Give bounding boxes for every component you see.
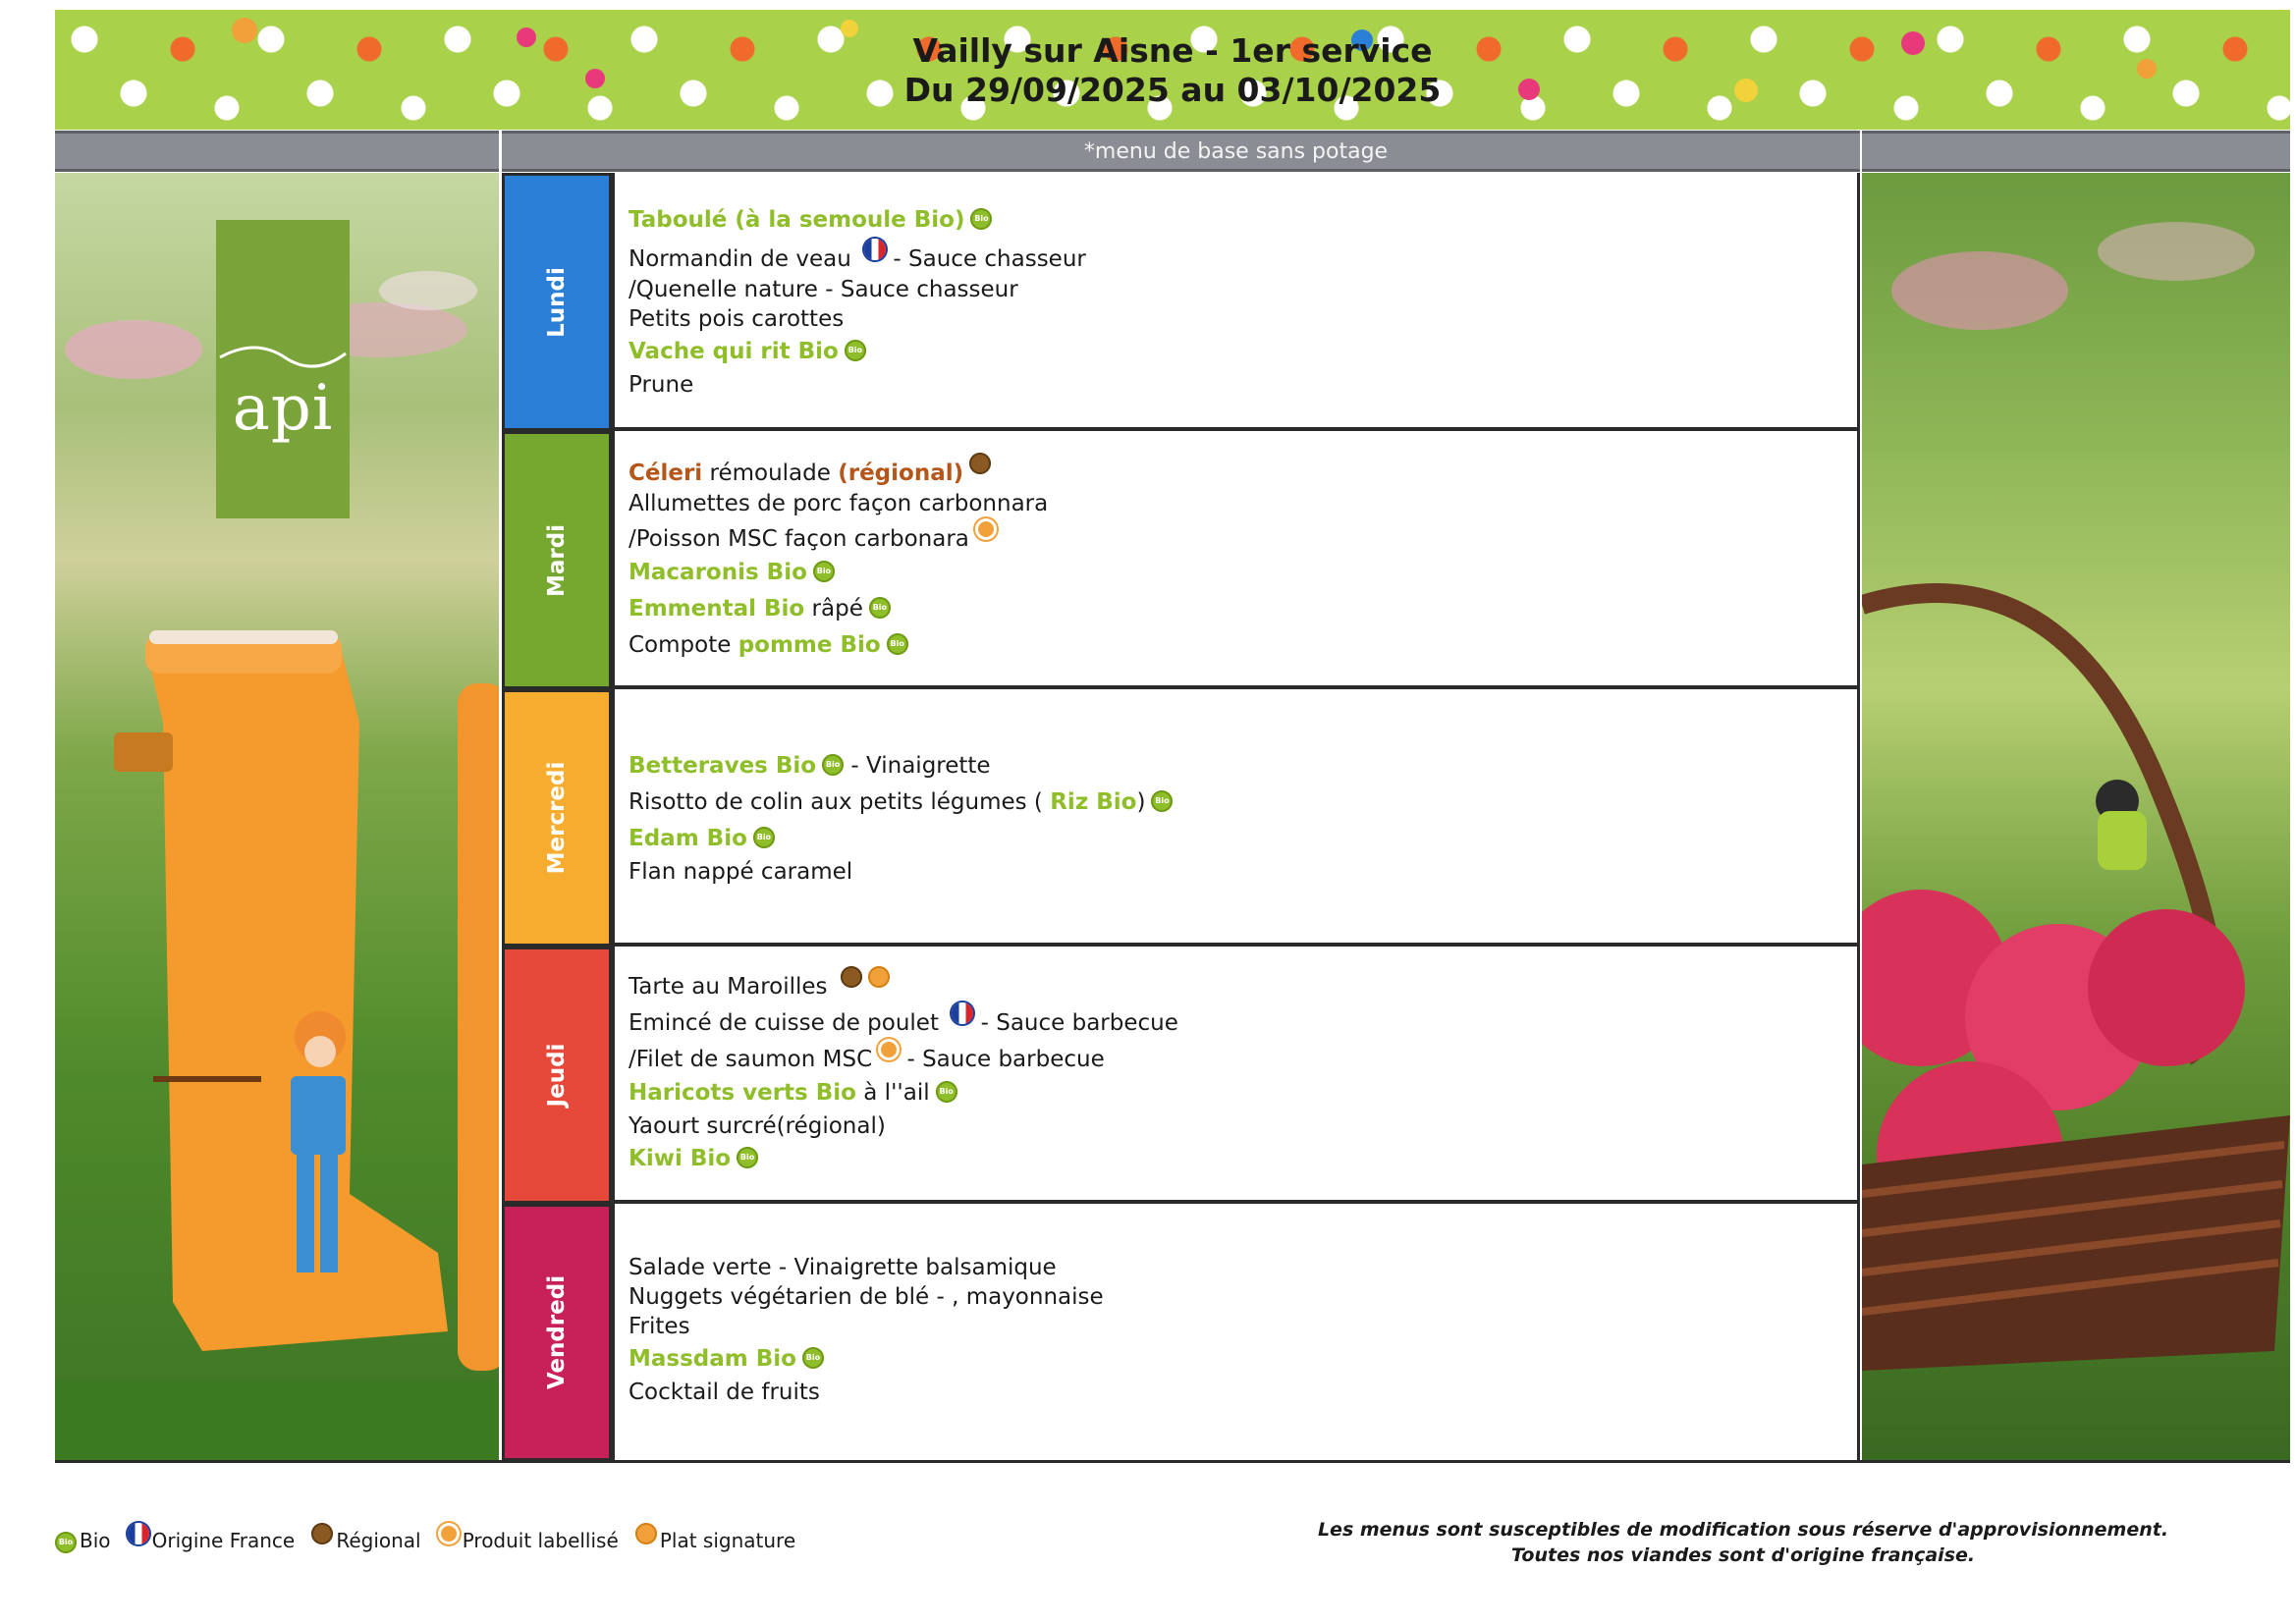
bio-icon: Bio <box>753 827 775 848</box>
menu-item-text: ) <box>1136 789 1146 815</box>
menu-item <box>629 1341 1104 1378</box>
footnote <box>1277 1517 2210 1568</box>
day-label: Mercredi <box>544 761 570 875</box>
grey-bar-menu <box>612 131 1860 172</box>
day-lundi <box>502 173 612 431</box>
menu-item <box>629 370 1086 400</box>
menu-item-text: Prune <box>629 372 694 398</box>
bio-icon: Bio <box>813 561 835 582</box>
menu-item-text: rémoulade <box>702 460 839 486</box>
menu-item-text: pomme Bio <box>738 632 881 658</box>
day-jeudi <box>502 947 612 1204</box>
menu-item-text: Frites <box>629 1314 690 1339</box>
menu-item <box>629 202 1086 239</box>
menu-lines <box>629 453 1048 664</box>
day-vendredi <box>502 1204 612 1461</box>
menu-item <box>629 821 1173 857</box>
menu-item-text: /Quenelle nature - Sauce chasseur <box>629 277 1018 302</box>
menu-item <box>629 785 1173 821</box>
menu-item <box>629 304 1086 334</box>
bio-icon: Bio <box>970 208 992 230</box>
menu-item-text: Taboulé (à la semoule Bio) <box>629 207 965 233</box>
menu-item-text: Massdam Bio <box>629 1346 796 1372</box>
menu-lines <box>629 202 1086 400</box>
menu-lines <box>629 1253 1104 1407</box>
right-photo-panel <box>1862 173 2290 1461</box>
signature-icon <box>635 1523 657 1544</box>
menu-item <box>629 966 1178 1002</box>
bio-icon: Bio <box>822 754 844 776</box>
menu-item <box>629 1312 1104 1341</box>
menu-item <box>629 453 1048 489</box>
menu-item-suffix: - Sauce barbecue <box>900 1047 1105 1072</box>
legend-france: Origine France <box>128 1523 296 1552</box>
menu-item <box>629 1111 1178 1141</box>
menu-item-text: Salade verte - Vinaigrette balsamique <box>629 1255 1057 1280</box>
menu-item <box>629 518 1048 555</box>
menu-item-text: Kiwi Bio <box>629 1146 732 1171</box>
day-mercredi <box>502 689 612 947</box>
menu-item <box>629 748 1173 785</box>
menu-item <box>629 1282 1104 1312</box>
table-bottom-border <box>55 1460 2290 1463</box>
menu-item-text: Compote <box>629 632 738 658</box>
legend-bio: Bio Bio <box>55 1529 111 1553</box>
menu-item-text: Vache qui rit Bio <box>629 339 839 364</box>
day-label: Lundi <box>544 266 570 338</box>
menu-item <box>629 334 1086 370</box>
menu-item <box>629 627 1048 664</box>
menu-item <box>629 1378 1104 1407</box>
legend-label: Produit labellisé <box>438 1523 619 1552</box>
menu-item-text: Risotto de colin aux petits légumes ( <box>629 789 1051 815</box>
menu-item-suffix: - Vinaigrette <box>844 753 991 779</box>
menu-item-text: Macaronis Bio <box>629 560 807 585</box>
left-photo-panel <box>55 173 499 1461</box>
menu-item <box>629 1253 1104 1282</box>
regional-icon <box>841 966 862 988</box>
title-line-2: Du 29/09/2025 au 03/10/2025 <box>903 71 1442 109</box>
menu-item-text: Emmental Bio <box>629 596 805 622</box>
menu-item-text: Céleri <box>629 460 703 486</box>
menu-item <box>629 1075 1178 1111</box>
france-flag-icon <box>128 1523 149 1544</box>
menu-item <box>629 1002 1178 1039</box>
bio-icon: Bio <box>1151 790 1173 812</box>
grey-bar-days <box>502 131 612 172</box>
menu-item-text: Riz Bio <box>1050 789 1137 815</box>
menu-cell-vendredi <box>615 1204 1857 1461</box>
menu-item-text: /Filet de saumon MSC <box>629 1047 873 1072</box>
menu-item-text: Tarte au Maroilles <box>629 974 835 1000</box>
menu-item-text: Emincé de cuisse de poulet <box>629 1010 947 1036</box>
menu-item-text: /Poisson MSC façon carbonara <box>629 526 969 552</box>
regional-icon <box>969 453 991 474</box>
menu-item-text: Haricots verts Bio <box>629 1080 856 1106</box>
menu-item <box>629 591 1048 627</box>
bio-icon: Bio <box>55 1532 77 1553</box>
api-logo <box>216 220 350 518</box>
menu-item <box>629 857 1173 887</box>
menu-item-suffix: - Sauce barbecue <box>973 1010 1178 1036</box>
menu-cell-jeudi <box>615 947 1857 1204</box>
day-mardi <box>502 431 612 689</box>
menu-item-suffix: - Sauce chasseur <box>886 246 1086 272</box>
france-flag-icon <box>952 1002 973 1024</box>
legend <box>55 1523 807 1556</box>
day-label: Mardi <box>544 523 570 597</box>
menu-item-text: Flan nappé caramel <box>629 859 853 885</box>
title-line-1: Vailly sur Aisne - 1er service <box>912 31 1433 70</box>
france-flag-icon <box>864 239 886 260</box>
menu-item-text: Yaourt surcré(régional) <box>629 1113 886 1139</box>
grey-bar-left <box>55 131 499 172</box>
label-icon <box>438 1523 460 1544</box>
menu-item <box>629 489 1048 518</box>
menu-item-text: râpé <box>804 596 863 622</box>
menu-item-text: Betteraves Bio <box>629 753 817 779</box>
menu-item <box>629 275 1086 304</box>
menu-item-text: Edam Bio <box>629 826 747 851</box>
menu-item <box>629 239 1086 275</box>
day-label: Vendredi <box>544 1274 570 1390</box>
menu-cell-mercredi <box>615 689 1857 947</box>
bio-icon: Bio <box>802 1347 824 1369</box>
page-title <box>55 31 2290 110</box>
signature-icon <box>868 966 890 988</box>
bio-icon: Bio <box>845 340 866 361</box>
menu-lines <box>629 966 1178 1177</box>
menu-cell-lundi <box>615 173 1857 431</box>
bio-icon: Bio <box>936 1081 957 1103</box>
day-label: Jeudi <box>544 1043 570 1108</box>
menu-item <box>629 1141 1178 1177</box>
logo-text: api <box>232 372 334 445</box>
bio-icon: Bio <box>869 597 891 619</box>
grey-bar-right <box>1862 131 2290 172</box>
menu-item <box>629 555 1048 591</box>
menu-item-text: Allumettes de porc façon carbonnara <box>629 491 1049 516</box>
footnote-line-1: Les menus sont susceptibles de modification sous réserve d'approvisionnement. <box>1317 1519 2169 1541</box>
menu-cell-mardi <box>615 431 1857 689</box>
legend-regional: Régional <box>311 1523 420 1552</box>
menu-item-text: Cocktail de fruits <box>629 1380 820 1405</box>
legend-signature: Plat signature <box>635 1523 795 1552</box>
label-icon <box>878 1039 900 1060</box>
apple-basket-illustration <box>1862 173 2290 1461</box>
menu-item-text: Nuggets végétarien de blé - , mayonnaise <box>629 1284 1104 1310</box>
header-banner <box>55 10 2290 130</box>
footnote-line-2: Toutes nos viandes sont d'origine française. <box>1510 1544 1976 1566</box>
menu-item <box>629 1039 1178 1075</box>
label-icon <box>975 518 997 540</box>
menu-item-text: (régional) <box>838 460 964 486</box>
menu-lines <box>629 748 1173 887</box>
menu-note: *menu de base sans potage <box>1083 139 1389 164</box>
regional-icon <box>311 1523 333 1544</box>
menu-item-text: à l''ail <box>855 1080 930 1106</box>
menu-item-text: Petits pois carottes <box>629 306 845 332</box>
bio-icon: Bio <box>887 633 908 655</box>
menu-table <box>612 173 1860 1461</box>
menu-item-text: Normandin de veau <box>629 246 859 272</box>
bio-icon: Bio <box>737 1147 758 1168</box>
